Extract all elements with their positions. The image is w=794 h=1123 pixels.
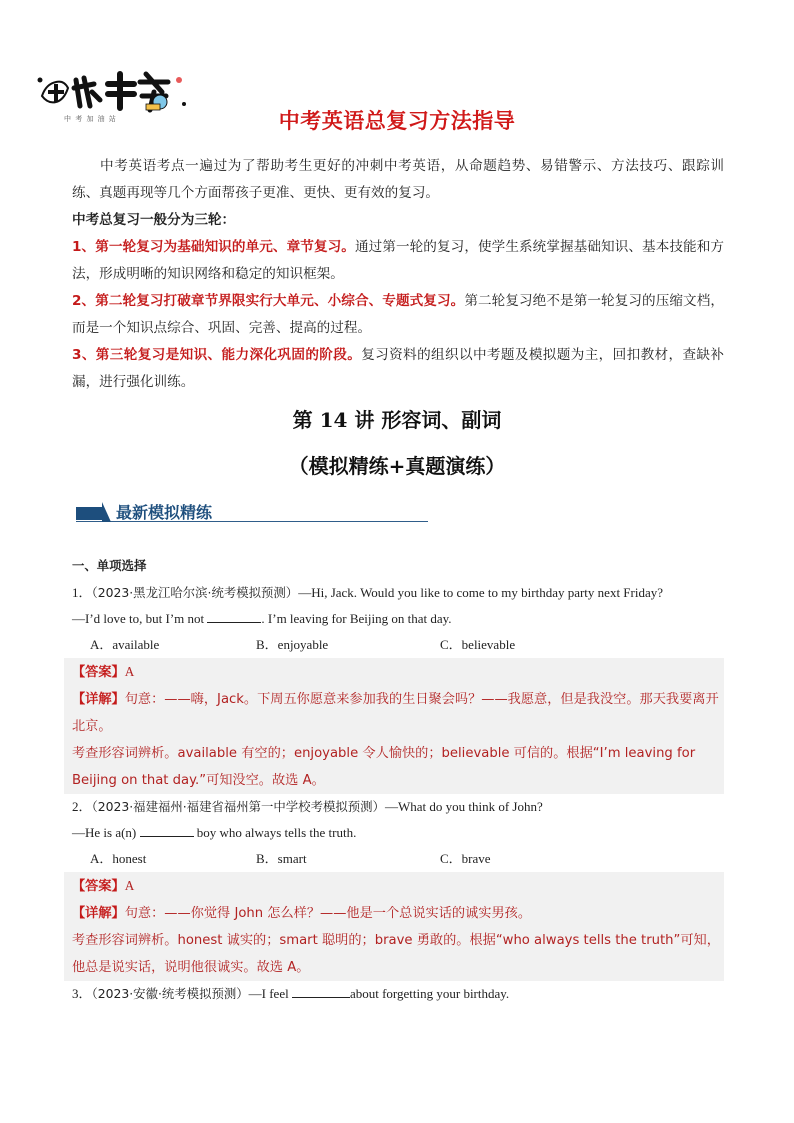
option-a: A．honest [90,851,147,866]
option-c: C．brave [440,851,491,866]
round-2-title: 2、第二轮复习打破章节界限实行大单元、小综合、专题式复习。 [72,293,465,309]
question-number: 2． [72,799,92,814]
question-1-answer [64,658,724,794]
page-title: 中考英语总复习方法指导 [278,109,516,133]
round-2-text: 第二轮复习绝不是第一轮复习的压缩文档，而是一个知识点综合、巩固、完善、提高的过程。 [72,293,724,336]
answer-tag: 【答案】 [72,665,125,680]
section-heading: 一、单项选择 [72,558,147,573]
question-2 [72,794,724,981]
question-line: —I feel [248,986,289,1001]
intro-heading: 中考总复习一般分为三轮： [72,212,236,228]
round-1-text: 通过第一轮的复习，使学生系统掌握基础知识、基本技能和方法，形成明晰的知识网络和稳定的知识框架。 [72,239,724,282]
question-line: —I’d love to, but I’m not [72,611,205,626]
logo-subtext: 中 考 加 油 站 [64,115,117,123]
question-source: （2023·黑龙江哈尔滨·统考模拟预测） [91,585,299,600]
answer-blank [292,985,350,998]
round-1-title: 1、第一轮复习为基础知识的单元、章节复习。 [72,239,355,255]
answer-row [72,658,724,686]
answer-row [72,872,724,900]
question-1-options [72,632,724,658]
question-line: . I’m leaving for Beijing on that day. [261,611,452,626]
question-line: —He is a(n) [72,825,137,840]
question-source: （2023·安徽·统考模拟预测） [91,986,249,1001]
question-2-line2 [72,820,724,846]
detail-row: 考查形容词辨析。honest 诚实的；smart 聪明的；brave 勇敢的。根据“who always tells the truth”可知，他总是说实话，说明他很诚实。故选 A。 [72,933,720,975]
section-banner [76,500,428,524]
banner-label: 最新模拟精练 [116,503,213,522]
question-2-stem [72,794,724,820]
option-b: B．enjoyable [256,637,329,652]
detail-tag: 【详解】 [72,906,125,921]
detail-row [72,686,724,740]
option-b: B．smart [256,851,307,866]
question-3 [72,981,724,1007]
question-2-answer [64,872,724,981]
question-1-stem [72,580,724,606]
question-line: boy who always tells the truth. [193,825,357,840]
question-3-stem [72,981,724,1007]
lecture-title: 第 14 讲 形容词、副词 [292,408,502,432]
round-2 [72,288,724,342]
answer-blank [207,610,261,623]
answer-value: A [124,664,135,679]
round-1 [72,234,724,288]
round-3-title: 3、第三轮复习是知识、能力深化巩固的阶段。 [72,347,362,363]
question-number: 1． [72,585,92,600]
answer-tag: 【答案】 [72,879,125,894]
option-a: A．available [90,637,160,652]
question-1-line2 [72,606,724,632]
answer-value: A [124,878,135,893]
answer-blank [140,824,194,837]
option-c: C．believable [440,637,516,652]
round-3-text: 复习资料的组织以中考题及模拟题为主，回扣教材，查缺补漏，进行强化训练。 [72,347,724,390]
detail-row: 考查形容词辨析。available 有空的；enjoyable 令人愉快的；believable 可信的。根据“I’m leaving for Beijing on that day.”可知没空。故选 A。 [72,746,696,788]
banner-triangle-icon [102,502,111,522]
lecture-subtitle: （模拟精练+真题演练） [288,454,506,478]
question-1 [72,580,724,794]
question-line: about forgetting your birthday. [349,986,510,1001]
question-2-options [72,846,724,872]
detail-tag: 【详解】 [72,692,125,707]
detail-text: 句意：——嗨，Jack。下周五你愿意来参加我的生日聚会吗？——我愿意，但是我没空。那天我要离开北京。 [72,692,719,734]
question-line: —Hi, Jack. Would you like to come to my birthday party next Friday? [298,585,664,600]
question-line: —What do you think of John? [384,799,543,814]
exercise-content [72,556,724,1007]
round-3 [72,342,724,396]
question-number: 3． [72,986,92,1001]
detail-row [72,900,724,927]
detail-text: 句意：——你觉得 John 怎么样？——他是一个总说实话的诚实男孩。 [124,906,532,921]
banner-bar-icon [76,507,104,520]
question-source: （2023·福建福州·福建省福州第一中学校考模拟预测） [91,799,385,814]
intro-section [72,153,724,396]
intro-paragraph: 中考英语考点一遍过为了帮助考生更好的冲刺中考英语，从命题趋势、易错警示、方法技巧、跟踪训练、真题再现等几个方面帮孩子更准、更快、更有效的复习。 [72,158,724,201]
